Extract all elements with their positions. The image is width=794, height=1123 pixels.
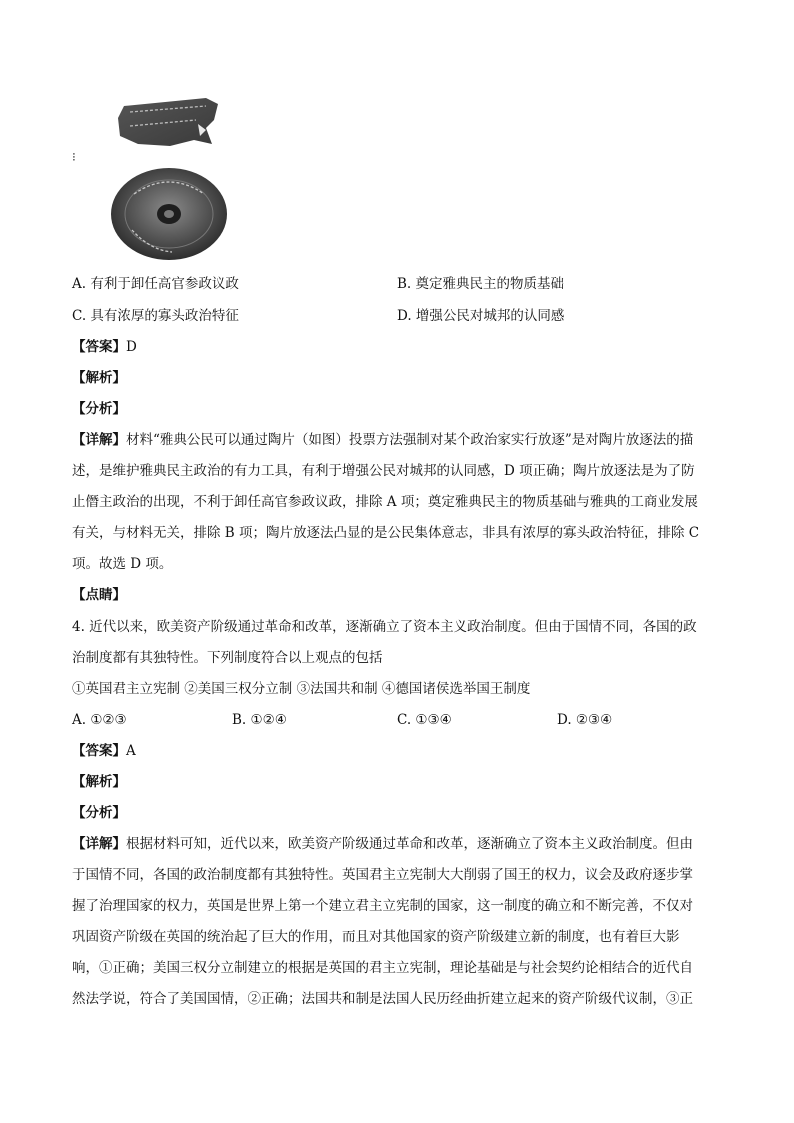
q4-fenxi-label: 【分析】 [72,805,126,821]
q3-detail-line-4: 有关，与材料无关，排除 B 项；陶片放逐法凸显的是公民集体意志，非具有浓厚的寡头政治特征，排除 C [72,525,700,541]
q4-detail-line-3: 握了治理国家的权力，英国是世界上第一个建立君主立宪制的国家，这一制度的确立和不断完善，不仅对 [72,898,693,914]
top-shard [118,98,218,146]
q3-detail-line-2: 述，是维护雅典民主政治的有力工具，有利于增强公民对城邦的认同感，D 项正确；陶片放逐法是为了防 [72,463,695,479]
q4-option-a[interactable]: A. ①②③ [72,712,127,728]
q4-detail-line-5: 响，①正确；美国三权分立制建立的根据是英国的君主立宪制，理论基础是与社会契约论相结合的近代自 [72,960,693,976]
detail-text: 材料“雅典公民可以通过陶片（如图）投票方法强制对某个政治家实行放逐”是对陶片放逐法的描 [126,432,694,448]
q3-detail-line-5: 项。故选 D 项。 [72,556,173,572]
answer-label: 【答案】 [72,743,126,759]
q3-analysis-label: 【解析】 [72,370,126,386]
q4-stem-line-2: 治制度都有其独特性。下列制度符合以上观点的包括 [72,650,383,666]
q3-detail-line-1 [72,434,693,448]
q3-option-a[interactable]: A. 有利于卸任高官参政议政 [72,276,239,292]
q4-option-c[interactable]: C. ①③④ [397,712,452,728]
q3-fenxi-label: 【分析】 [72,401,126,417]
ostraka-illustration [110,98,228,262]
q3-option-d[interactable]: D. 增强公民对城邦的认同感 [397,308,565,324]
q4-detail-line-6: 然法学说，符合了美国国情，②正确；法国共和制是法国人民历经曲折建立起来的资产阶级代议制，③正 [72,991,693,1007]
q3-comment-label: 【点睛】 [72,587,126,603]
q3-option-b[interactable]: B. 奠定雅典民主的物质基础 [397,276,565,292]
q4-answer [72,745,136,759]
q4-detail-line-2: 于国情不同，各国的政治制度都有其独特性。英国君主立宪制大大削弱了国王的权力，议会及政府逐步掌 [72,867,693,883]
q4-option-d[interactable]: D. ②③④ [557,712,613,728]
answer-value: D [126,339,137,355]
ostraka-image [110,98,228,262]
q3-answer [72,341,137,355]
answer-label: 【答案】 [72,339,126,355]
detail-text: 根据材料可知，近代以来，欧美资产阶级通过革命和改革，逐渐确立了资本主义政治制度。但由 [126,836,693,852]
q4-items: ①英国君主立宪制 ②美国三权分立制 ③法国共和制 ④德国诸侯选举国王制度 [72,681,531,697]
answer-value: A [126,743,136,759]
figure-marker: ⁝ [72,150,76,164]
q4-detail-line-4: 巩固资产阶级在英国的统治起了巨大的作用，而且对其他国家的资产阶级建立新的制度，也有着巨大影 [72,929,680,945]
q4-detail-line-1 [72,838,693,852]
q4-analysis-label: 【解析】 [72,774,126,790]
q3-detail-line-3: 止僭主政治的出现，不利于卸任高官参政议政，排除 A 项；奠定雅典民主的物质基础与雅典的工商业发展 [72,494,698,510]
q3-option-c[interactable]: C. 具有浓厚的寡头政治特征 [72,308,239,324]
detail-label: 【详解】 [72,836,126,852]
q4-stem-line-1: 4. 近代以来，欧美资产阶级通过革命和改革，逐渐确立了资本主义政治制度。但由于国情不同，各国的政 [72,619,697,635]
q4-option-b[interactable]: B. ①②④ [232,712,287,728]
detail-label: 【详解】 [72,432,126,448]
